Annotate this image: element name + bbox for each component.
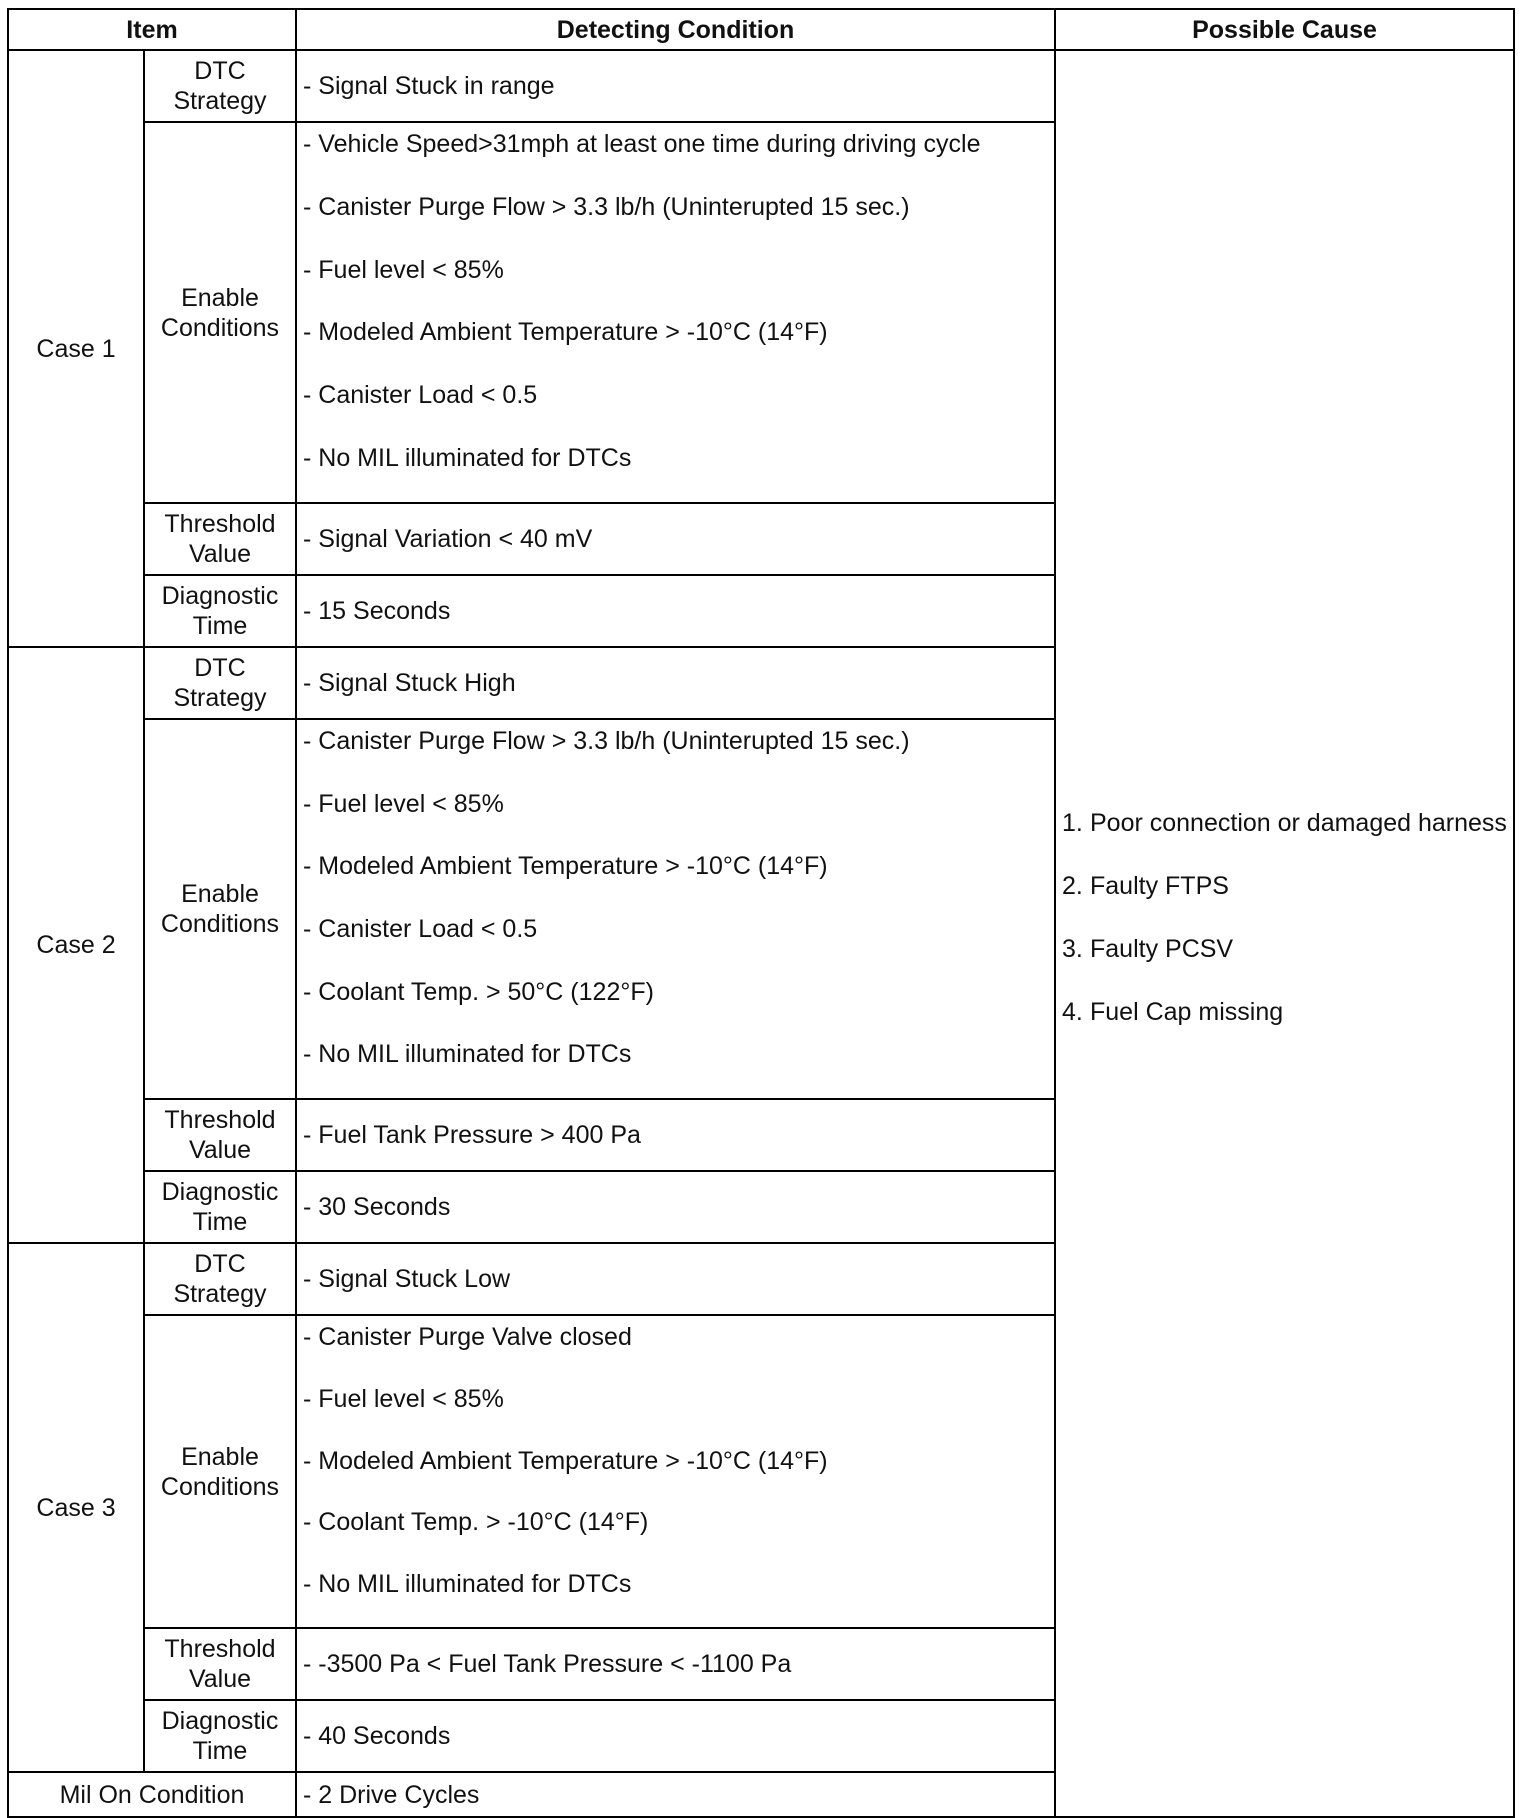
cause-item — [1062, 871, 1513, 901]
row-label-line: DTC — [194, 57, 246, 85]
cause-number: 2. — [1062, 871, 1083, 900]
condition-item: - Coolant Temp. > -10°C (14°F) — [303, 1508, 649, 1537]
row-label-line: Strategy — [173, 684, 267, 712]
row-label — [144, 50, 296, 122]
row-label-line: Enable — [181, 283, 259, 312]
condition-item: - No MIL illuminated for DTCs — [303, 1570, 632, 1599]
row-label-line: Time — [192, 1737, 248, 1765]
condition-item: - Modeled Ambient Temperature > -10°C (14°F) — [303, 852, 828, 881]
condition-item: - Modeled Ambient Temperature > -10°C (14°F) — [303, 318, 828, 347]
condition-item: - Canister Purge Flow > 3.3 lb/h (Uninterupted 15 sec.) — [303, 192, 910, 221]
condition-item: - Canister Purge Valve closed — [303, 1323, 632, 1351]
row-label-line: DTC — [194, 654, 246, 682]
condition-item: - Fuel level < 85% — [303, 255, 504, 284]
condition-cell: - 15 Seconds — [296, 575, 1055, 647]
cause-list — [1062, 808, 1513, 1027]
condition-cell — [296, 719, 1055, 1099]
row-label — [144, 575, 296, 647]
condition-cell: - Signal Stuck in range — [296, 50, 1055, 122]
row-label-line: Time — [192, 612, 248, 640]
cause-number: 1. — [1062, 808, 1083, 837]
condition-list — [303, 720, 1054, 1096]
row-label-line: DTC — [194, 1250, 246, 1278]
table-row — [8, 50, 1514, 122]
case-label: Case 2 — [8, 647, 144, 1243]
row-label-line: Time — [192, 1208, 248, 1236]
condition-item: - Coolant Temp. > 50°C (122°F) — [303, 977, 654, 1006]
condition-cell: - 30 Seconds — [296, 1171, 1055, 1243]
mil-label: Mil On Condition — [8, 1772, 296, 1817]
row-label — [144, 647, 296, 719]
dtc-table — [7, 8, 1515, 1818]
case-label: Case 1 — [8, 50, 144, 647]
row-label-line: Diagnostic — [161, 1707, 279, 1735]
condition-cell: - Signal Stuck Low — [296, 1243, 1055, 1315]
row-label — [144, 1243, 296, 1315]
row-label-line: Value — [188, 1136, 252, 1164]
condition-item: - Canister Load < 0.5 — [303, 381, 538, 410]
header-item: Item — [8, 9, 296, 50]
condition-item: - No MIL illuminated for DTCs — [303, 1040, 632, 1069]
row-label — [144, 503, 296, 575]
row-label-line: Conditions — [160, 1472, 280, 1501]
case-label: Case 3 — [8, 1243, 144, 1772]
row-label — [144, 1700, 296, 1772]
row-label — [144, 719, 296, 1099]
row-label-line: Value — [188, 1665, 252, 1693]
condition-cell: - 40 Seconds — [296, 1700, 1055, 1772]
row-label — [144, 1171, 296, 1243]
condition-cell: - Signal Stuck High — [296, 647, 1055, 719]
cause-text: Faulty PCSV — [1090, 934, 1234, 963]
header-possible-cause: Possible Cause — [1055, 9, 1514, 50]
cause-text: Fuel Cap missing — [1090, 997, 1284, 1026]
condition-item: - Vehicle Speed>31mph at least one time during driving cycle — [303, 130, 981, 158]
row-label — [144, 122, 296, 503]
condition-item: - Canister Purge Flow > 3.3 lb/h (Uninterupted 15 sec.) — [303, 727, 910, 755]
condition-item: - Fuel level < 85% — [303, 1384, 504, 1413]
row-label-line: Conditions — [160, 313, 280, 342]
row-label-line: Enable — [181, 880, 259, 908]
possible-cause-cell — [1055, 50, 1514, 1817]
cause-item — [1062, 934, 1513, 964]
row-label-line: Conditions — [160, 910, 280, 938]
mil-value: - 2 Drive Cycles — [296, 1772, 1055, 1817]
row-label-line: Threshold — [164, 1106, 276, 1134]
row-label-line: Threshold — [164, 510, 276, 538]
condition-item: - Modeled Ambient Temperature > -10°C (14°F) — [303, 1446, 828, 1475]
row-label — [144, 1099, 296, 1171]
header-detecting-condition: Detecting Condition — [296, 9, 1055, 50]
condition-cell: - Fuel Tank Pressure > 400 Pa — [296, 1099, 1055, 1171]
condition-item: - No MIL illuminated for DTCs — [303, 444, 632, 473]
row-label-line: Enable — [181, 1442, 259, 1471]
row-label-line: Value — [188, 540, 252, 568]
cause-item — [1062, 808, 1513, 838]
header-row — [8, 9, 1514, 50]
condition-list — [303, 123, 1054, 500]
condition-list — [303, 1316, 1054, 1625]
condition-cell — [296, 122, 1055, 503]
cause-item — [1062, 997, 1513, 1027]
row-label — [144, 1628, 296, 1700]
cause-text: Faulty FTPS — [1090, 871, 1229, 900]
condition-cell — [296, 1315, 1055, 1628]
row-label-line: Diagnostic — [161, 582, 279, 610]
row-label-line: Diagnostic — [161, 1178, 279, 1206]
row-label — [144, 1315, 296, 1628]
cause-text: Poor connection or damaged harness — [1090, 808, 1507, 837]
row-label-line: Threshold — [164, 1635, 276, 1663]
condition-item: - Fuel level < 85% — [303, 789, 504, 818]
cause-number: 4. — [1062, 997, 1083, 1026]
condition-item: - Canister Load < 0.5 — [303, 914, 538, 943]
condition-cell: - -3500 Pa < Fuel Tank Pressure < -1100 Pa — [296, 1628, 1055, 1700]
row-label-line: Strategy — [173, 1280, 267, 1308]
cause-number: 3. — [1062, 934, 1083, 963]
row-label-line: Strategy — [173, 87, 267, 115]
condition-cell: - Signal Variation < 40 mV — [296, 503, 1055, 575]
